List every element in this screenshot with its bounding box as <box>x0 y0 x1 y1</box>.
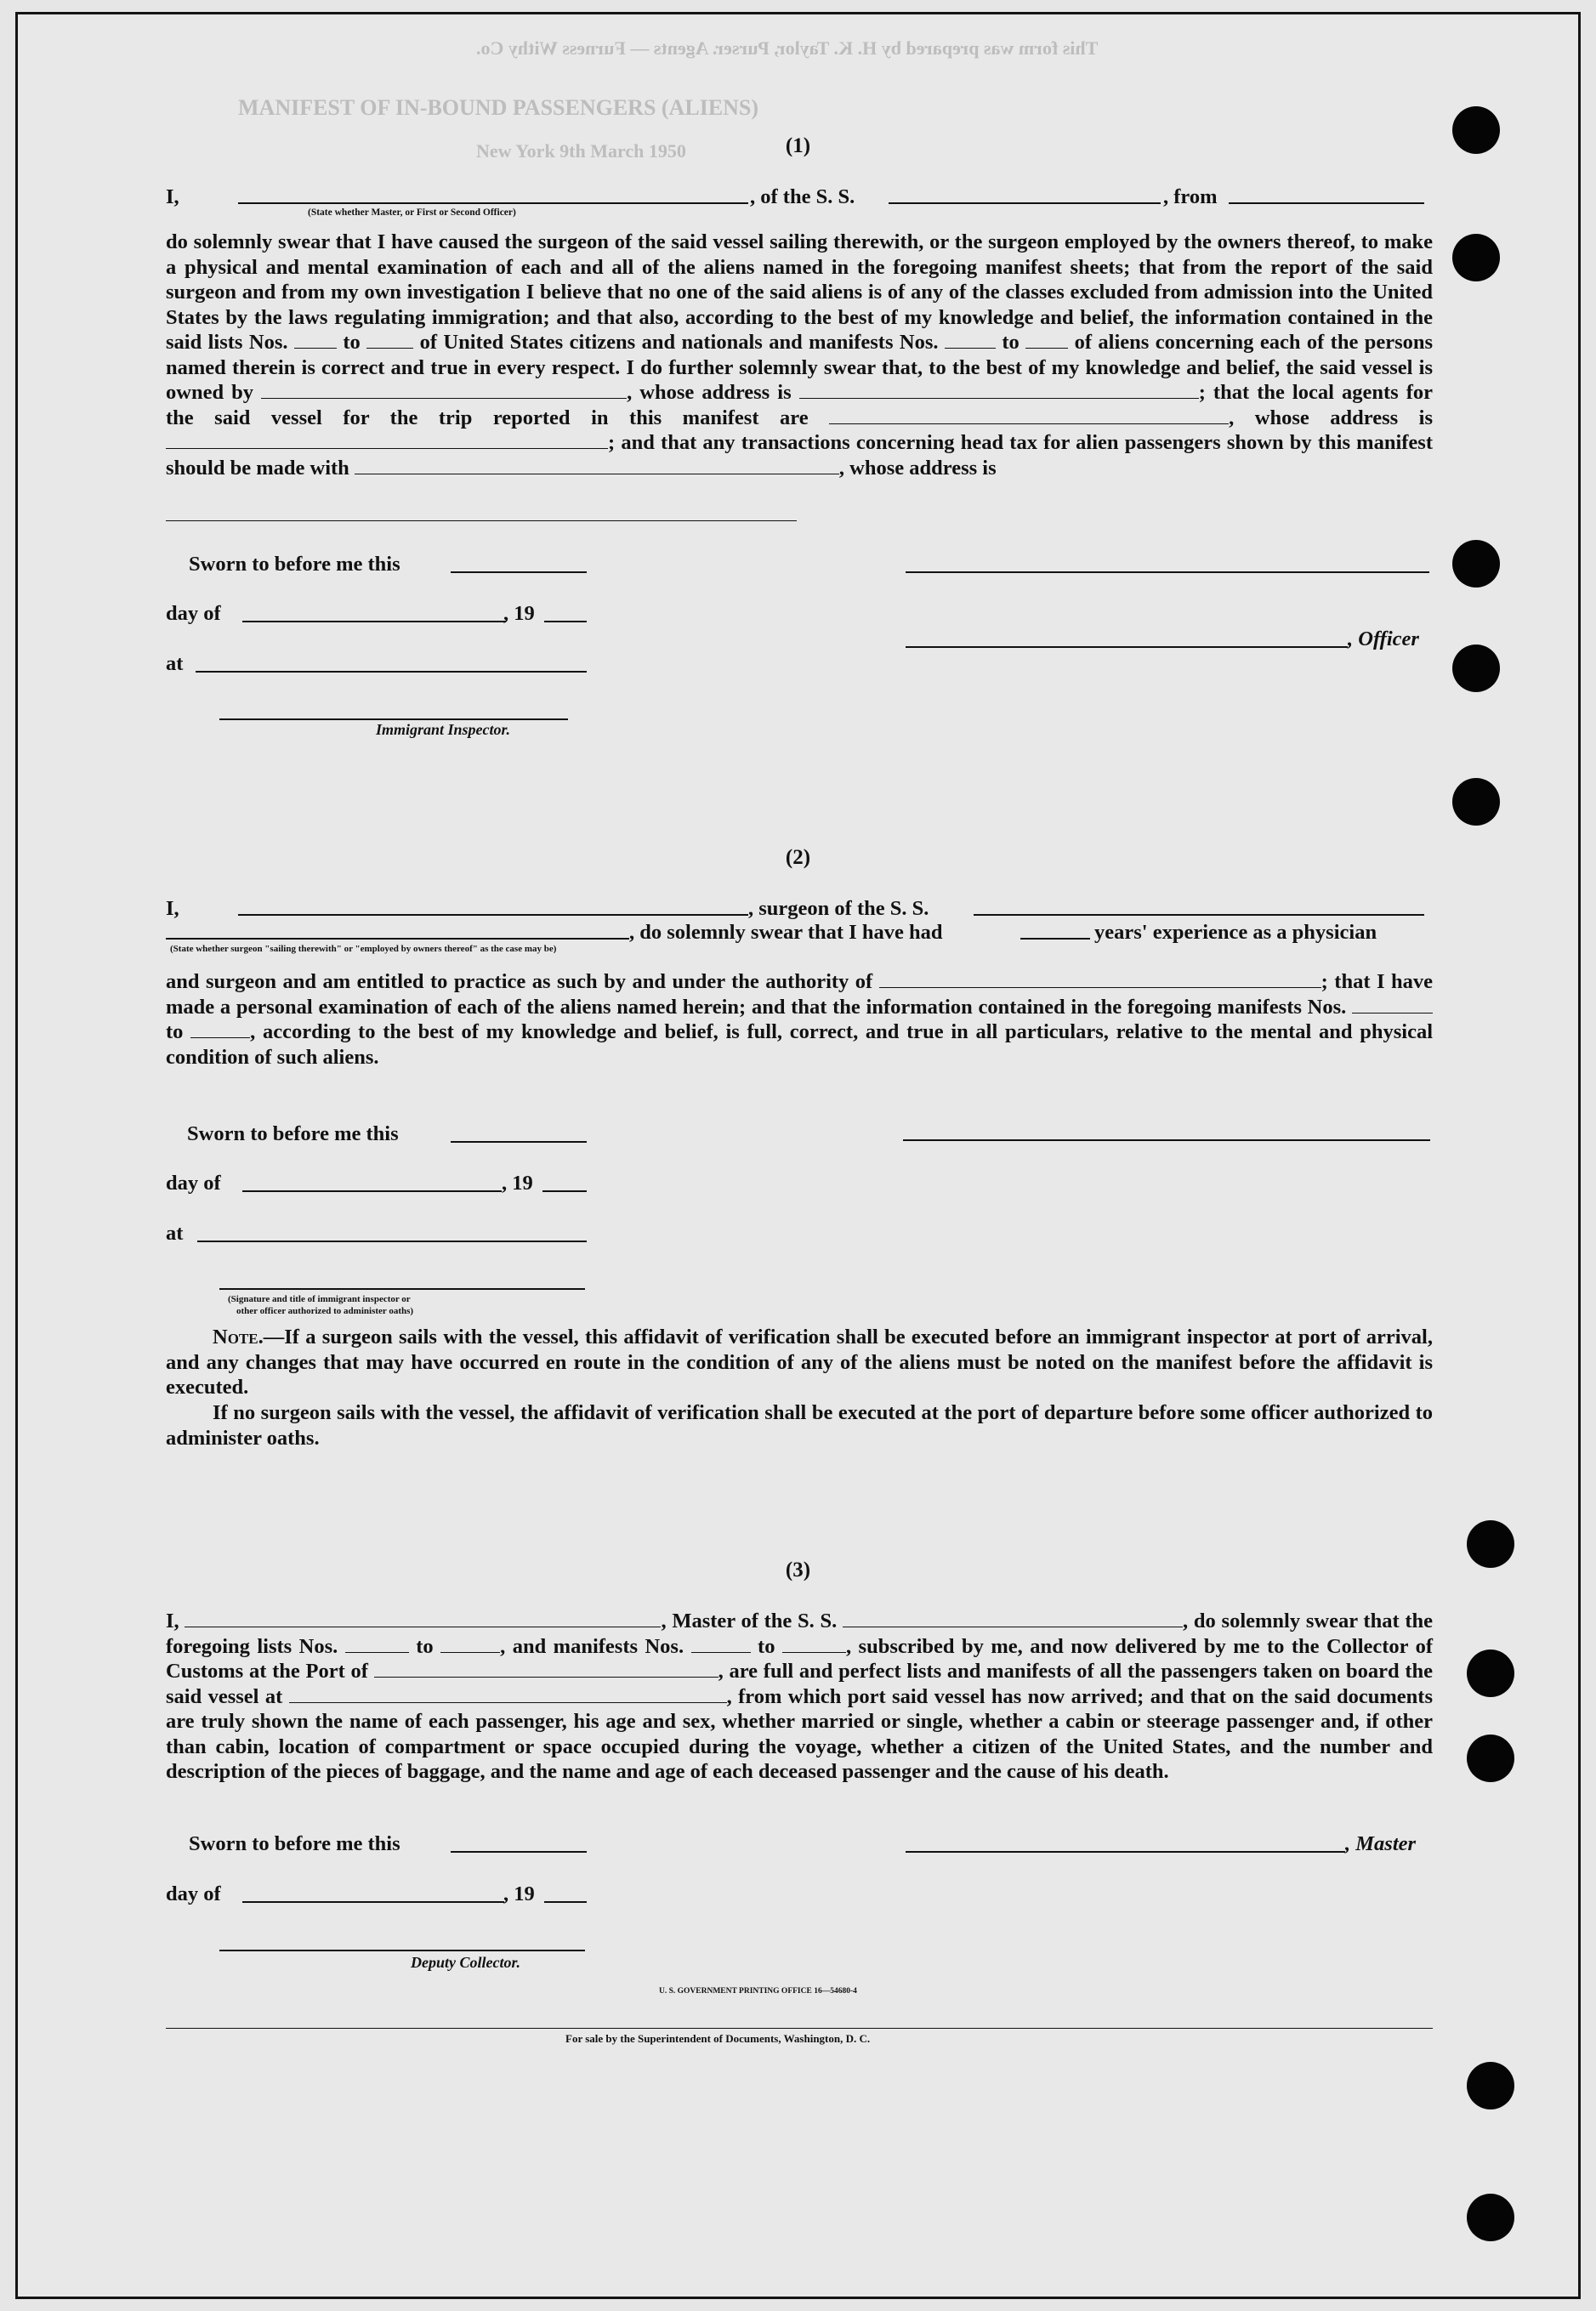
s2-at-line[interactable] <box>197 1241 587 1242</box>
s2-solemnly: , do solemnly swear that I have had <box>629 921 943 944</box>
s1-day-of: day of <box>166 602 221 625</box>
faint-header-title: MANIFEST OF IN-BOUND PASSENGERS (ALIENS) <box>238 95 759 120</box>
s3-master: , Master <box>1345 1832 1417 1855</box>
s1-from-line[interactable] <box>1229 202 1424 204</box>
s2-note-2: If no surgeon sails with the vessel, the affidavit of verification shall be executed at the port of departure before some officer authorized to administer oaths. <box>166 1401 1433 1450</box>
s2-i-label: I, <box>166 897 179 920</box>
s3-deputy-line[interactable] <box>219 1950 585 1951</box>
s2-status-line[interactable] <box>166 938 629 940</box>
s1-day-line[interactable] <box>242 621 506 622</box>
s1-ship-line[interactable] <box>889 202 1161 204</box>
s3-master-line[interactable] <box>906 1851 1345 1853</box>
for-sale-note: For sale by the Superintendent of Documents, Washington, D. C. <box>565 2032 871 2045</box>
s2-ship-line[interactable] <box>974 914 1424 916</box>
section-3-number: (3) <box>785 1559 811 1581</box>
s1-inspector: Immigrant Inspector. <box>376 721 511 738</box>
s2-paragraph: and surgeon and am entitled to practice as such by and under the authority of ; that I have made a personal examination of each of the aliens named herein; and that the information contained in the foregoing manifests Nos. to , according to the best of my knowledge and belief, is full, correct, and true in all particulars, relative to the mental and physical condition of such aliens. <box>166 970 1434 1069</box>
s3-nineteen: , 19 <box>503 1882 535 1905</box>
s1-at: at <box>166 652 184 675</box>
s2-signature-line[interactable] <box>903 1139 1430 1141</box>
s2-sworn: Sworn to before me this <box>187 1122 399 1145</box>
section-1-number: (1) <box>785 134 811 157</box>
s2-day-of: day of <box>166 1172 221 1195</box>
s3-year-line[interactable] <box>544 1901 587 1903</box>
punch-hole <box>1452 778 1500 826</box>
punch-hole <box>1467 2062 1514 2109</box>
s1-sworn-line[interactable] <box>451 571 587 573</box>
s1-nineteen: , 19 <box>503 602 535 625</box>
s3-sworn-line[interactable] <box>451 1851 587 1853</box>
punch-hole <box>1452 644 1500 692</box>
s1-officer-note: (State whether Master, or First or Second Officer) <box>308 207 516 218</box>
s3-day-of: day of <box>166 1882 221 1905</box>
s2-surgeon-of: , surgeon of the S. S. <box>748 897 929 920</box>
s3-sworn: Sworn to before me this <box>189 1832 400 1855</box>
s1-officer: , Officer <box>1348 627 1419 650</box>
s1-paragraph: do solemnly swear that I have caused the surgeon of the said vessel sailing therewith, or the surgeon employed by the owners thereof, to make a physical and mental examination of each and all of the aliens named in the foregoing manifest sheets; that from the report of the said surgeon and from my own investigation I believe that no one of the said aliens is of any of the classes excluded from admission into the United States by the laws regulating immigration; and that also, according to the best of my knowledge and belief, the information contained in the said lists Nos. to of United States citizens and nationals and manifests Nos. to of aliens concerning each of the persons named therein is correct and true in every respect. I do further solemnly swear that, to the best of my knowledge and belief, the said vessel is owned by , whose address is ; that the local agents for the said vessel for the trip reported in this manifest are , whose address is ; and that any transactions concerning head tax for alien passengers shown by this manifest should be made with , whose address is <box>166 230 1434 480</box>
s3-day-line[interactable] <box>242 1901 504 1903</box>
s1-year-line[interactable] <box>544 621 587 622</box>
footer-rule <box>166 2028 1433 2029</box>
s2-years-line[interactable] <box>1020 938 1090 940</box>
s1-sworn: Sworn to before me this <box>189 553 400 576</box>
s1-address-line[interactable] <box>166 520 797 521</box>
s2-year-line[interactable] <box>542 1190 587 1192</box>
s2-day-line[interactable] <box>242 1190 502 1192</box>
s1-at-line[interactable] <box>196 671 587 673</box>
s2-inspector-line[interactable] <box>219 1288 585 1290</box>
punch-hole <box>1467 1735 1514 1782</box>
s1-signature-line[interactable] <box>906 571 1429 573</box>
s1-from: , from <box>1163 185 1218 208</box>
punch-hole <box>1467 2194 1514 2241</box>
s2-note: Note.—If a surgeon sails with the vessel, this affidavit of verification shall be executed before an immigrant inspector at port of arrival, and any changes that may have occurred en route in the condition of any of the aliens must be noted on the manifest before the affidavit is executed. <box>166 1326 1433 1399</box>
faint-header-port: New York 9th March 1950 <box>476 140 686 162</box>
s2-years: years' experience as a physician <box>1094 921 1377 944</box>
s2-at: at <box>166 1222 184 1245</box>
faint-header-top: This form was prepared by H. K. Taylor, Purser. Agents — Furness Withy Co. <box>476 37 1099 59</box>
punch-hole <box>1467 1649 1514 1697</box>
s2-sworn-line[interactable] <box>451 1141 587 1143</box>
s2-sig-note-1: (Signature and title of immigrant inspector or <box>228 1294 411 1304</box>
s2-sig-note-2: other officer authorized to administer oaths) <box>236 1306 414 1316</box>
s2-surgeon-note: (State whether surgeon "sailing therewith" or "employed by owners thereof" as the case may be) <box>170 944 557 954</box>
s1-name-line[interactable] <box>238 202 748 204</box>
punch-hole <box>1452 540 1500 588</box>
s1-inspector-line[interactable] <box>219 718 568 720</box>
s1-of-ss: , of the S. S. <box>750 185 855 208</box>
s2-nineteen: , 19 <box>502 1172 533 1195</box>
s2-name-line[interactable] <box>238 914 748 916</box>
s3-paragraph: I, , Master of the S. S. , do solemnly swear that the foregoing lists Nos. to , and manifests Nos. to , subscribed by me, and now delivered by me to the Collector of Customs at the Port of , are full and perfect lists and manifests of all the passengers taken on board the said vessel at , from which port said vessel has now arrived; and that on the said documents are truly shown the name of each passenger, his age and sex, whether married or single, whether a cabin or steerage passenger and, if other than cabin, location of compartment or space occupied during the voyage, whether a citizen of the United States, and the number and description of the pieces of baggage, and the name and age of each deceased passenger and the cause of his death. <box>166 1610 1434 1783</box>
punch-hole <box>1452 234 1500 281</box>
s1-officer-line[interactable] <box>906 646 1348 648</box>
gpo-imprint: U. S. GOVERNMENT PRINTING OFFICE 16—54680-4 <box>659 1987 857 1996</box>
section-2-number: (2) <box>785 846 811 869</box>
s1-i-label: I, <box>166 185 179 208</box>
s3-deputy: Deputy Collector. <box>411 1954 520 1971</box>
